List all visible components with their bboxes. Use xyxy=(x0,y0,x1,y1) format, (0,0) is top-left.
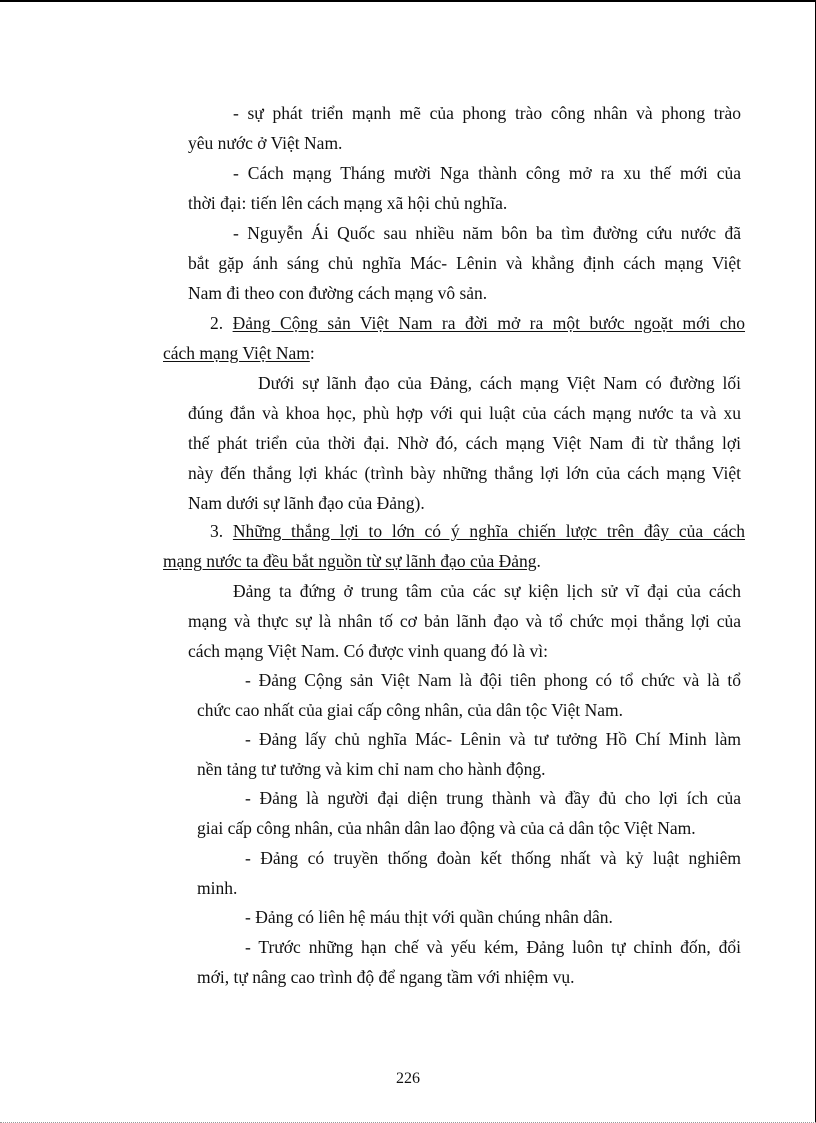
heading-text: cách mạng Việt Nam xyxy=(163,343,310,363)
text-line: Dưới sự lãnh đạo của Đảng, cách mạng Việt Nam có đường lối xyxy=(258,373,741,393)
text-line: giai cấp công nhân, của nhân dân lao động và của cả dân tộc Việt Nam. xyxy=(197,818,696,838)
text-line: - sự phát triển mạnh mẽ của phong trào công nhân và phong trào xyxy=(233,103,741,123)
text-line: yêu nước ở Việt Nam. xyxy=(188,133,343,153)
text-line: - Đảng Cộng sản Việt Nam là đội tiên phong có tổ chức và là tổ xyxy=(245,670,741,690)
paragraph-bullet-ideology xyxy=(197,724,741,784)
text-line: - Đảng có truyền thống đoàn kết thống nhất và kỷ luật nghiêm xyxy=(245,848,741,868)
text-line: thời đại: tiến lên cách mạng xã hội chủ nghĩa. xyxy=(188,193,508,213)
page-number: 226 xyxy=(396,1070,420,1087)
text-line: - Đảng có liên hệ máu thịt với quần chúng nhân dân. xyxy=(245,907,613,927)
text-line: đúng đắn và khoa học, phù hợp với qui luật của cách mạng nước ta và xu xyxy=(188,403,741,423)
text-line: mạng và thực sự là nhân tố cơ bản lãnh đạo và tổ chức mọi thắng lợi của xyxy=(188,611,741,631)
text-line: - Nguyễn Ái Quốc sau nhiều năm bôn ba tìm đường cứu nước đã xyxy=(233,223,741,243)
text-line: chức cao nhất của giai cấp công nhân, của dân tộc Việt Nam. xyxy=(197,700,623,720)
text-line: nền tảng tư tưởng và kim chỉ nam cho hành động. xyxy=(197,759,546,779)
text-line: thế phát triển của thời đại. Nhờ đó, cách mạng Việt Nam đi từ thắng lợi xyxy=(188,433,741,453)
heading-section-2 xyxy=(163,308,745,368)
text-line: - Đảng lấy chủ nghĩa Mác- Lênin và tư tưởng Hồ Chí Minh làm xyxy=(245,729,741,749)
text-line: - Cách mạng Tháng mười Nga thành công mở ra xu thế mới của xyxy=(233,163,741,183)
text-line: này đến thắng lợi khác (trình bày những thắng lợi lớn của cách mạng Việt xyxy=(188,463,741,483)
section-number: 2. xyxy=(210,313,224,333)
paragraph-bullet-unity xyxy=(197,843,741,903)
heading-text: Những thắng lợi to lớn có ý nghĩa chiến lược trên đây của cách xyxy=(232,521,745,541)
paragraph-bullet-masses xyxy=(197,902,741,932)
text-line: - Trước những hạn chế và yếu kém, Đảng luôn tự chỉnh đốn, đổi xyxy=(245,937,741,957)
text-line: Đảng ta đứng ở trung tâm của các sự kiện lịch sử vĩ đại của cách xyxy=(233,581,741,601)
heading-trail: : xyxy=(309,343,315,363)
text-line: Nam đi theo con đường cách mạng vô sản. xyxy=(188,283,488,303)
text-line: Nam dưới sự lãnh đạo của Đảng). xyxy=(188,493,425,513)
paragraph-bullet-representative xyxy=(197,783,741,843)
paragraph-party-center xyxy=(188,576,741,666)
text-line: - Đảng là người đại diện trung thành và đầy đủ cho lợi ích của xyxy=(245,788,741,808)
paragraph-bullet-vanguard xyxy=(197,665,741,725)
paragraph-bullet-workers-movement xyxy=(188,98,741,158)
text-line: cách mạng Việt Nam. Có được vinh quang đó là vì: xyxy=(188,641,548,661)
heading-text: Đảng Cộng sản Việt Nam ra đời mở ra một bước ngoặt mới cho xyxy=(232,313,746,333)
paragraph-party-leadership xyxy=(188,368,741,518)
text-line: minh. xyxy=(197,878,238,898)
heading-text: mạng nước ta đều bắt nguồn từ sự lãnh đạo của Đảng xyxy=(163,551,537,571)
text-line: bắt gặp ánh sáng chủ nghĩa Mác- Lênin và khẳng định cách mạng Việt xyxy=(188,253,741,273)
page-border-top xyxy=(0,0,816,2)
heading-section-3 xyxy=(163,516,745,576)
paragraph-bullet-nguyen-ai-quoc xyxy=(188,218,741,308)
text-line: mới, tự nâng cao trình độ để ngang tầm với nhiệm vụ. xyxy=(197,967,575,987)
paragraph-bullet-self-renewal xyxy=(197,932,741,992)
heading-trail: . xyxy=(536,551,541,571)
section-number: 3. xyxy=(210,521,224,541)
paragraph-bullet-october-revolution xyxy=(188,158,741,218)
